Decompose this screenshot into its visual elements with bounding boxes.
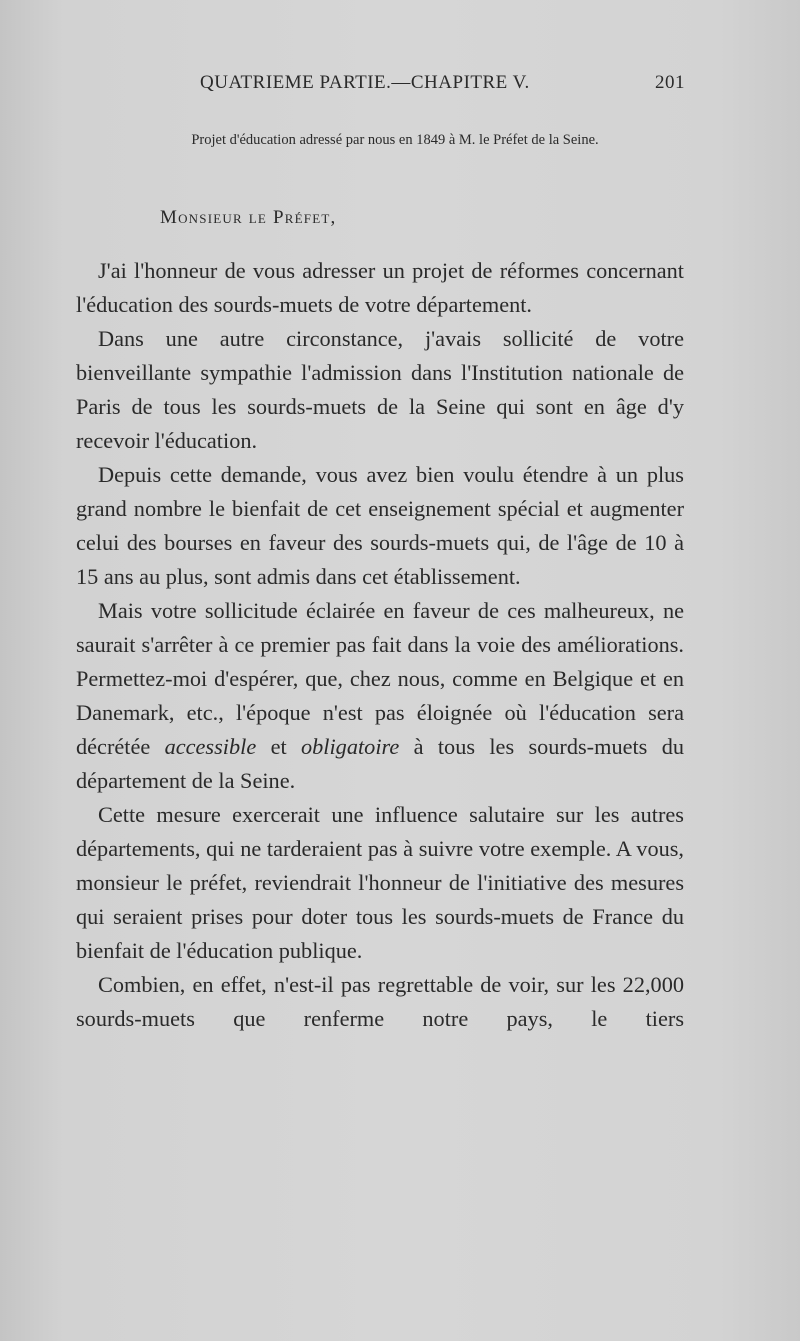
paragraph: Depuis cette demande, vous avez bien voulu étendre à un plus grand nombre le bienfait de cet enseignement spécial et augmenter celui des bourses en faveur des sourds-muets qui, de l'âge de 10 à 15 ans au plus, sont admis dans cet établissement.	[76, 462, 684, 589]
running-head	[200, 72, 685, 102]
paragraph: Combien, en effet, n'est-il pas regrettable de voir, sur les 22,000 sourds-muets que renferme notre pays, le tiers	[76, 972, 684, 1031]
emphasis-obligatoire: obligatoire	[301, 734, 400, 759]
paragraph: Cette mesure exercerait une influence salutaire sur les autres départements, qui ne tarderaient pas à suivre votre exemple. A vous, monsieur le préfet, reviendrait l'honneur de l'initiative des mesures qui seraient prises pour doter tous les sourds-muets de France du bienfait de l'éducation publique.	[76, 802, 684, 963]
page-number: 201	[655, 72, 685, 93]
letter-caption: Projet d'éducation adressé par nous en 1849 à M. le Préfet de la Seine.	[191, 132, 599, 148]
chapter-heading: QUATRIEME PARTIE.—CHAPITRE V.	[200, 72, 530, 93]
letter-body	[76, 254, 684, 1036]
paragraph: J'ai l'honneur de vous adresser un projet de réformes concernant l'éducation des sourds-muets de votre département.	[76, 258, 684, 317]
paragraph	[76, 594, 684, 798]
salutation	[160, 207, 336, 229]
paragraph-text: et	[256, 734, 301, 759]
salutation-text: Monsieur le Préfet,	[160, 207, 337, 228]
paragraph: Dans une autre circonstance, j'avais sollicité de votre bienveillante sympathie l'admission dans l'Institution nationale de Paris de tous les sourds-muets de la Seine qui sont en âge d'y recevoir l'éducation.	[76, 326, 684, 453]
paragraph-text: Mais votre sollicitude éclairée en faveur de ces malheureux, ne saurait s'arrêter à ce premier pas fait dans la voie des améliorations. Permettez-moi d'espérer, que, chez nous, comme en Belgique et en Danemark, etc., l'époque n'est pas éloignée où l'éducation sera décrétée	[76, 598, 684, 759]
emphasis-accessible: accessible	[164, 734, 257, 759]
paragraph-text: à tous les sourds-muets du département de la Seine.	[76, 734, 684, 793]
